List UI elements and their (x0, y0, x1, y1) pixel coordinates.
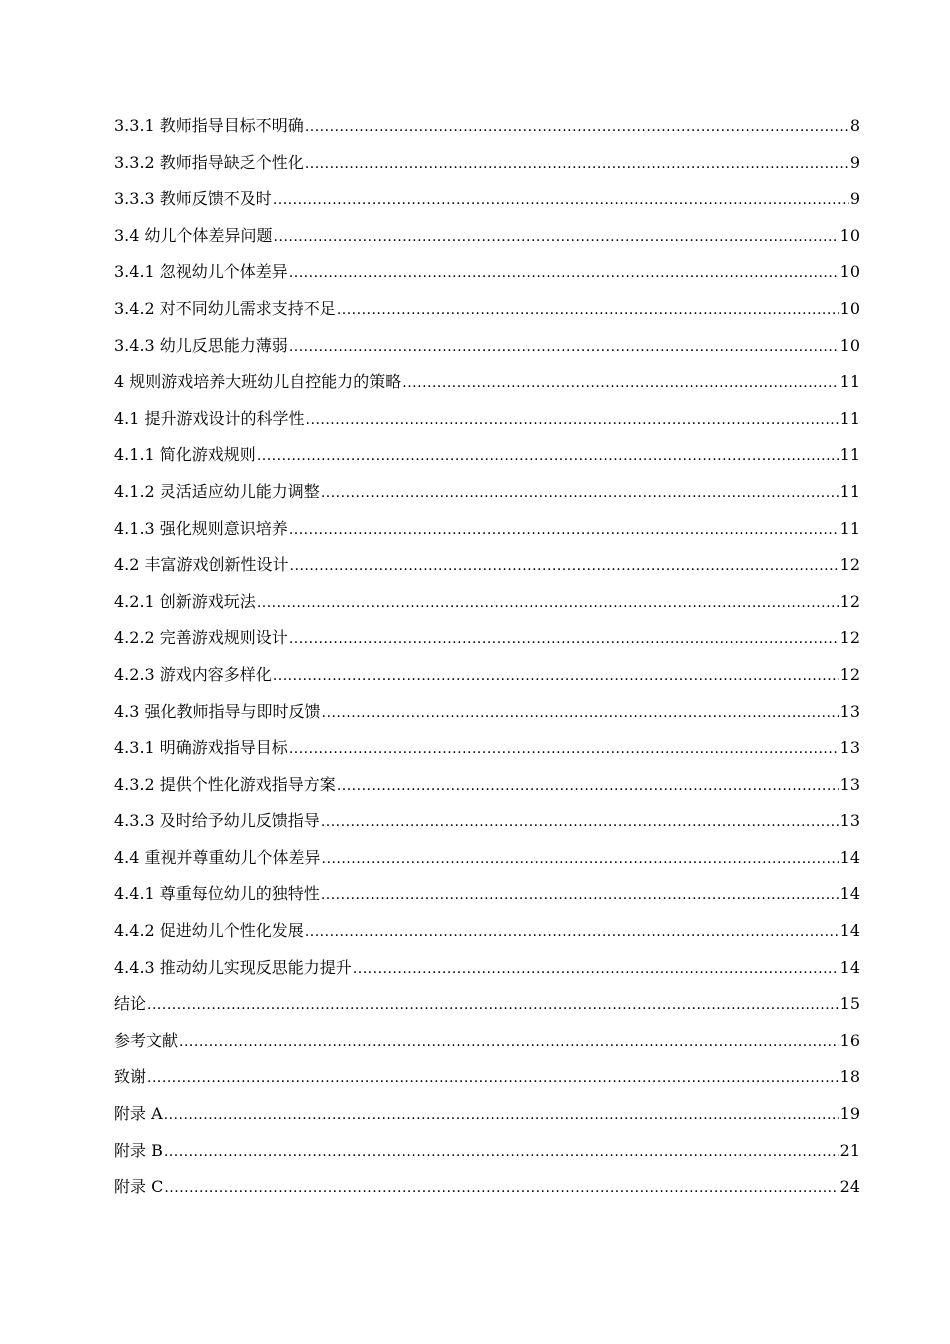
toc-entry[interactable] (114, 584, 860, 621)
toc-entry-label: 4.1 提升游戏设计的科学性 (114, 408, 305, 428)
toc-entry[interactable] (114, 328, 860, 365)
toc-entry-page: 14 (839, 847, 860, 867)
toc-entry-label: 4.2 丰富游戏创新性设计 (114, 555, 289, 575)
toc-entry[interactable] (114, 1023, 860, 1060)
toc-entry-label: 4.4 重视并尊重幼儿个体差异 (114, 847, 321, 867)
toc-entry-page: 16 (839, 1030, 860, 1050)
toc-leader-dots (322, 841, 839, 878)
toc-entry-label: 附录 C (114, 1177, 164, 1197)
toc-entry-label: 附录 B (114, 1140, 163, 1160)
toc-entry[interactable] (114, 1059, 860, 1096)
toc-entry-page: 12 (839, 591, 860, 611)
toc-entry-label: 4.2.1 创新游戏玩法 (114, 591, 256, 611)
toc-leader-dots (337, 292, 839, 329)
toc-entry-page: 11 (839, 481, 860, 501)
toc-entry-page: 21 (839, 1140, 860, 1160)
toc-entry-page: 11 (839, 445, 860, 465)
toc-entry-label: 4.3.3 及时给予幼儿反馈指导 (114, 811, 320, 831)
toc-leader-dots (257, 438, 839, 475)
toc-leader-dots (337, 768, 839, 805)
toc-leader-dots (273, 182, 849, 219)
toc-entry-label: 致谢 (114, 1067, 147, 1087)
toc-leader-dots (321, 804, 839, 841)
toc-entry[interactable] (114, 950, 860, 987)
toc-entry-page: 9 (849, 189, 860, 209)
toc-leader-dots (289, 329, 839, 366)
toc-leader-dots (257, 585, 839, 622)
toc-entry[interactable] (114, 291, 860, 328)
toc-leader-dots (164, 1134, 839, 1171)
toc-entry-page: 14 (839, 921, 860, 941)
toc-entry-page: 18 (839, 1067, 860, 1087)
toc-leader-dots (321, 475, 839, 512)
toc-entry[interactable] (114, 218, 860, 255)
toc-entry-page: 24 (839, 1177, 860, 1197)
toc-entry-page: 13 (839, 774, 860, 794)
toc-entry-label: 3.4.1 忽视幼儿个体差异 (114, 262, 288, 282)
toc-entry-label: 参考文献 (114, 1030, 179, 1050)
toc-entry-page: 10 (839, 262, 860, 282)
toc-entry-page: 14 (839, 884, 860, 904)
toc-leader-dots (289, 255, 839, 292)
toc-entry-page: 10 (839, 298, 860, 318)
toc-entry-page: 11 (839, 372, 860, 392)
toc-entry-page: 13 (839, 811, 860, 831)
toc-leader-dots (305, 914, 839, 951)
toc-entry[interactable] (114, 547, 860, 584)
toc-entry-label: 4.2.2 完善游戏规则设计 (114, 628, 288, 648)
toc-entry[interactable] (114, 730, 860, 767)
toc-entry-label: 4.4.1 尊重每位幼儿的独特性 (114, 884, 320, 904)
toc-leader-dots (164, 1170, 838, 1207)
toc-entry[interactable] (114, 803, 860, 840)
toc-entry-label: 3.3.3 教师反馈不及时 (114, 189, 272, 209)
toc-entry-label: 4.1.3 强化规则意识培养 (114, 518, 288, 538)
toc-entry-label: 3.3.1 教师指导目标不明确 (114, 116, 304, 135)
toc-entry-page: 12 (839, 664, 860, 684)
toc-entry[interactable] (114, 657, 860, 694)
toc-entry-page: 19 (839, 1104, 860, 1124)
toc-entry[interactable] (114, 437, 860, 474)
toc-leader-dots (353, 951, 839, 988)
toc-entry-page: 12 (839, 628, 860, 648)
toc-leader-dots (274, 219, 839, 256)
toc-entry[interactable] (114, 986, 860, 1023)
toc-leader-dots (147, 987, 839, 1024)
toc-entry[interactable] (114, 474, 860, 511)
toc-entry-label: 3.4 幼儿个体差异问题 (114, 225, 273, 245)
toc-entry[interactable] (114, 620, 860, 657)
toc-leader-dots (273, 658, 839, 695)
toc-leader-dots (305, 109, 849, 146)
toc-entry-page: 13 (839, 701, 860, 721)
toc-entry-page: 10 (839, 225, 860, 245)
toc-entry-page: 12 (839, 555, 860, 575)
toc-leader-dots (289, 731, 839, 768)
toc-entry-label: 4 规则游戏培养大班幼儿自控能力的策略 (114, 372, 402, 392)
toc-leader-dots (147, 1060, 839, 1097)
toc-entry-label: 结论 (114, 994, 147, 1014)
toc-entry-page: 10 (839, 335, 860, 355)
toc-entry-label: 附录 A (114, 1104, 163, 1124)
toc-entry-page: 11 (839, 408, 860, 428)
table-of-contents (114, 108, 860, 1206)
toc-entry[interactable] (114, 108, 860, 145)
toc-entry-label: 4.2.3 游戏内容多样化 (114, 664, 272, 684)
toc-entry-page: 13 (839, 738, 860, 758)
toc-entry-label: 4.4.2 促进幼儿个性化发展 (114, 921, 304, 941)
toc-leader-dots (305, 146, 849, 183)
toc-entry[interactable] (114, 1169, 860, 1206)
toc-entry[interactable] (114, 254, 860, 291)
toc-entry[interactable] (114, 1096, 860, 1133)
toc-entry[interactable] (114, 511, 860, 548)
toc-leader-dots (322, 695, 839, 732)
toc-entry[interactable] (114, 181, 860, 218)
toc-leader-dots (290, 548, 839, 585)
toc-entry[interactable] (114, 401, 860, 438)
toc-entry-label: 4.3 强化教师指导与即时反馈 (114, 701, 321, 721)
toc-entry-label: 3.4.2 对不同幼儿需求支持不足 (114, 298, 336, 318)
toc-entry-page: 11 (839, 518, 860, 538)
toc-leader-dots (289, 621, 839, 658)
toc-leader-dots (321, 877, 839, 914)
toc-entry-page: 9 (849, 152, 860, 172)
toc-entry[interactable] (114, 364, 860, 401)
toc-entry-label: 4.3.1 明确游戏指导目标 (114, 738, 288, 758)
toc-entry[interactable] (114, 840, 860, 877)
toc-entry-label: 3.3.2 教师指导缺乏个性化 (114, 152, 304, 172)
toc-leader-dots (164, 1097, 839, 1134)
toc-entry[interactable] (114, 145, 860, 182)
toc-leader-dots (306, 402, 839, 439)
toc-entry-label: 4.1.1 简化游戏规则 (114, 445, 256, 465)
toc-entry-page: 8 (849, 116, 860, 135)
toc-leader-dots (402, 365, 838, 402)
toc-leader-dots (289, 512, 839, 549)
toc-entry-label: 4.1.2 灵活适应幼儿能力调整 (114, 481, 320, 501)
toc-entry-label: 4.3.2 提供个性化游戏指导方案 (114, 774, 336, 794)
toc-entry[interactable] (114, 876, 860, 913)
toc-entry-label: 3.4.3 幼儿反思能力薄弱 (114, 335, 288, 355)
toc-entry[interactable] (114, 1133, 860, 1170)
toc-entry-label: 4.4.3 推动幼儿实现反思能力提升 (114, 957, 352, 977)
toc-entry[interactable] (114, 913, 860, 950)
toc-entry-page: 14 (839, 957, 860, 977)
toc-entry[interactable] (114, 694, 860, 731)
toc-leader-dots (179, 1024, 839, 1061)
toc-entry-page: 15 (839, 994, 860, 1014)
toc-entry[interactable] (114, 767, 860, 804)
